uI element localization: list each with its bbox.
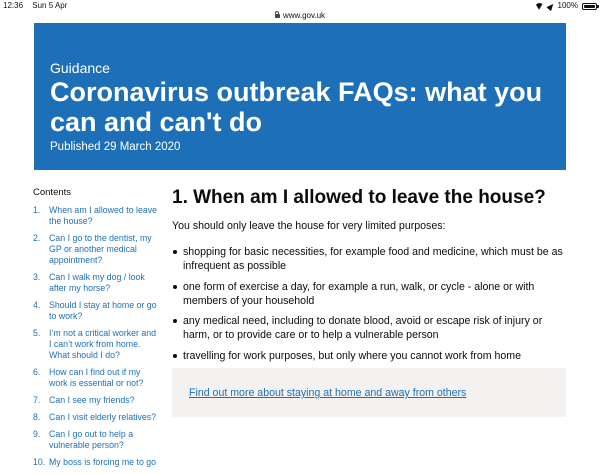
staying-home-link[interactable]: Find out more about staying at home and away from others [189,387,467,399]
contents-item-number: 5. [33,328,41,338]
wifi-icon [535,3,544,10]
section-intro: You should only leave the house for very limited purposes: [172,220,446,232]
contents-item[interactable] [33,412,158,423]
lock-icon [275,14,280,18]
contents-item-link[interactable]: Can I visit elderly relatives? [49,412,157,422]
contents-item-link[interactable]: My boss is forcing me to go [49,457,157,467]
address-bar[interactable] [0,11,600,23]
clock-date: Sun 5 Apr [32,1,68,10]
contents-item[interactable] [33,328,158,361]
contents-item-number: 6. [33,367,41,377]
list-item: travelling for work purposes, but only where you cannot work from home [172,349,567,363]
contents-item[interactable] [33,367,158,389]
page-header [34,23,566,170]
contents-item-link[interactable]: Can I see my friends? [49,395,135,405]
contents-item[interactable] [33,233,158,266]
page-title: Coronavirus outbreak FAQs: what you can and can't do [50,77,543,137]
contents-list [33,205,158,468]
contents-item[interactable] [33,205,158,227]
url-text[interactable]: www.gov.uk [282,11,326,20]
contents-item-link[interactable]: Can I go to the dentist, my GP or another medical appointment? [49,233,152,265]
clock-time: 12:36 [3,1,24,10]
battery-percent: 100% [557,1,578,10]
contents-item-number: 2. [33,233,41,243]
contents-item-number: 8. [33,412,41,422]
contents-item-number: 7. [33,395,41,405]
battery-icon [582,3,597,10]
callout-box [172,368,566,417]
contents-item-link[interactable]: Should I stay at home or go to work? [49,300,157,321]
contents-item[interactable] [33,457,158,468]
contents-item-link[interactable]: When am I allowed to leave the house? [49,205,158,226]
contents-item-number: 9. [33,429,41,439]
location-icon [546,1,555,10]
contents-item-link[interactable]: I’m not a critical worker and I can’t work from home. What should I do? [49,328,157,360]
contents-item[interactable] [33,429,158,451]
contents-item[interactable] [33,395,158,406]
contents-item-number: 1. [33,205,41,215]
contents-item-number: 10. [33,457,46,467]
contents-item-number: 3. [33,272,41,282]
main-content [172,186,572,362]
purpose-list [172,245,567,369]
list-item: one form of exercise a day, for example a run, walk, or cycle - alone or with members of your household [172,280,567,308]
page-caption: Guidance [50,60,110,76]
contents-item-number: 4. [33,300,41,310]
contents-nav [33,187,158,474]
list-item: shopping for basic necessities, for example food and medicine, which must be as infrequent as possible [172,245,567,273]
published-date: Published 29 March 2020 [50,141,181,153]
contents-item-link[interactable]: Can I walk my dog / look after my horse? [49,272,145,293]
contents-item[interactable] [33,272,158,294]
contents-title: Contents [33,187,72,198]
contents-item-link[interactable]: How can I find out if my work is essential or not? [49,367,144,388]
list-item: any medical need, including to donate blood, avoid or escape risk of injury or harm, or to provide care or to help a vulnerable person [172,314,567,342]
section-heading: 1. When am I allowed to leave the house? [172,187,546,208]
contents-item-link[interactable]: Can I go out to help a vulnerable person? [49,429,134,450]
contents-item[interactable] [33,300,158,322]
